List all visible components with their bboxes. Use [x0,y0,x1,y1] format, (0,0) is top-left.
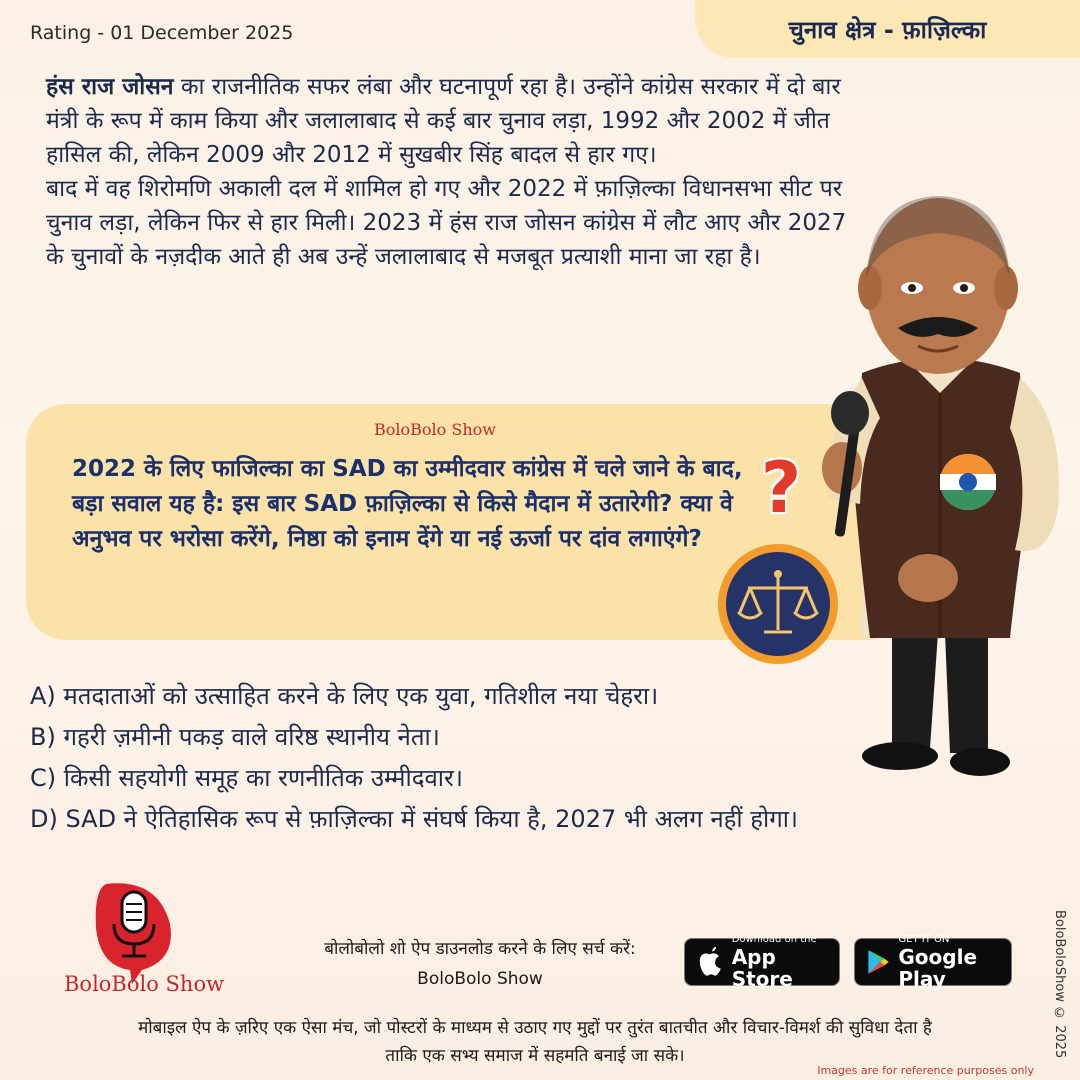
intro-paragraph-1 [46,70,866,172]
side-credit: BoloBoloShow © 2025 [1052,910,1067,1059]
disclaimer: Images are for reference purposes only [817,1064,1034,1077]
google-play-button[interactable] [854,934,1012,991]
scales-badge [718,544,838,664]
scales-badge-inner [726,552,830,656]
google-play-icon [865,945,890,979]
politician-name: हंस राज जोसन [46,74,174,100]
intro-paragraph-2: बाद में वह शिरोमणि अकाली दल में शामिल हो गए और 2022 में फ़ाज़िल्का विधानसभा सीट पर चुनाव लड़ा, लेकिन फिर से हार मिली। 2023 में हंस राज जोसन कांग्रेस में लौट आए और 2027 के चुनावों के नज़दीक आते ही अब उन्हें जलालाबाद से मजबूत प्रत्याशी माना जा रहा है। [46,176,847,270]
apple-icon [695,945,724,979]
footer-text [30,1014,1040,1070]
download-prompt-block [290,934,670,994]
panel-brand: BoloBolo Show [374,420,496,439]
answer-options [30,676,970,840]
option-b[interactable]: B) गहरी ज़मीनी पकड़ वाले वरिष्ठ स्थानीय नेता। [30,723,440,751]
google-play-small-label: GET IT ON [898,934,950,945]
download-prompt: बोलोबोलो शो ऐप डाउनलोड करने के लिए सर्च करें: [324,939,636,959]
app-store-small-label: Download on the [731,934,817,945]
option-c[interactable]: C) किसी सहयोगी समूह का रणनीतिक उम्मीदवार। [30,764,463,792]
intro-paragraph-1-rest: का राजनीतिक सफर लंबा और घटनापूर्ण रहा है। उन्होंने कांग्रेस सरकार में दो बार मंत्री के रूप में काम किया और जलालाबाद से कई बार चुनाव लड़ा, 1992 और 2002 में जीत हासिल की, लेकिन 2009 और 2012 में सुखबीर सिंह बादल से हार गए। [46,74,841,168]
google-play-label: Google Play [898,945,978,991]
app-store-button[interactable] [684,934,840,991]
constituency-label: चुनाव क्षेत्र - फ़ाज़िल्का [788,15,987,44]
footer-line-1: मोबाइल ऐप के ज़रिए एक ऐसा मंच, जो पोस्टरों के माध्यम से उठाए गए मुद्दों पर तुरंत बातचीत और विचार-विमर्श की सुविधा देता है [138,1018,932,1038]
option-a[interactable]: A) मतदाताओं को उत्साहित करने के लिए एक युवा, गतिशील नया चेहरा। [30,682,659,710]
rating-date: Rating - 01 December 2025 [30,22,294,44]
constituency-tab [695,0,1080,58]
question-mark-icon: ? [760,447,802,529]
app-store-label: App Store [731,945,793,991]
question-text: 2022 के लिए फाजिल्का का SAD का उम्मीदवार कांग्रेस में चले जाने के बाद, बड़ा सवाल यह है: इस बार SAD फ़ाज़िल्का से किसे मैदान में उतारेगी? क्या वे अनुभव पर भरोसा करेंगे, निष्ठा को इनाम देंगे या नई ऊर्जा पर दांव लगाएंगे? [72,456,743,552]
scales-of-justice-icon [726,552,830,656]
logo-text: BoloBolo Show [64,972,225,996]
intro-text [46,70,866,274]
option-d[interactable]: D) SAD ने ऐतिहासिक रूप से फ़ाज़िल्का में संघर्ष किया है, 2027 भी अलग नहीं होगा। [30,805,799,833]
download-app-name: BoloBolo Show [417,969,543,989]
footer-line-2: ताकि एक सभ्य समाज में सहमति बनाई जा सके। [385,1046,685,1066]
